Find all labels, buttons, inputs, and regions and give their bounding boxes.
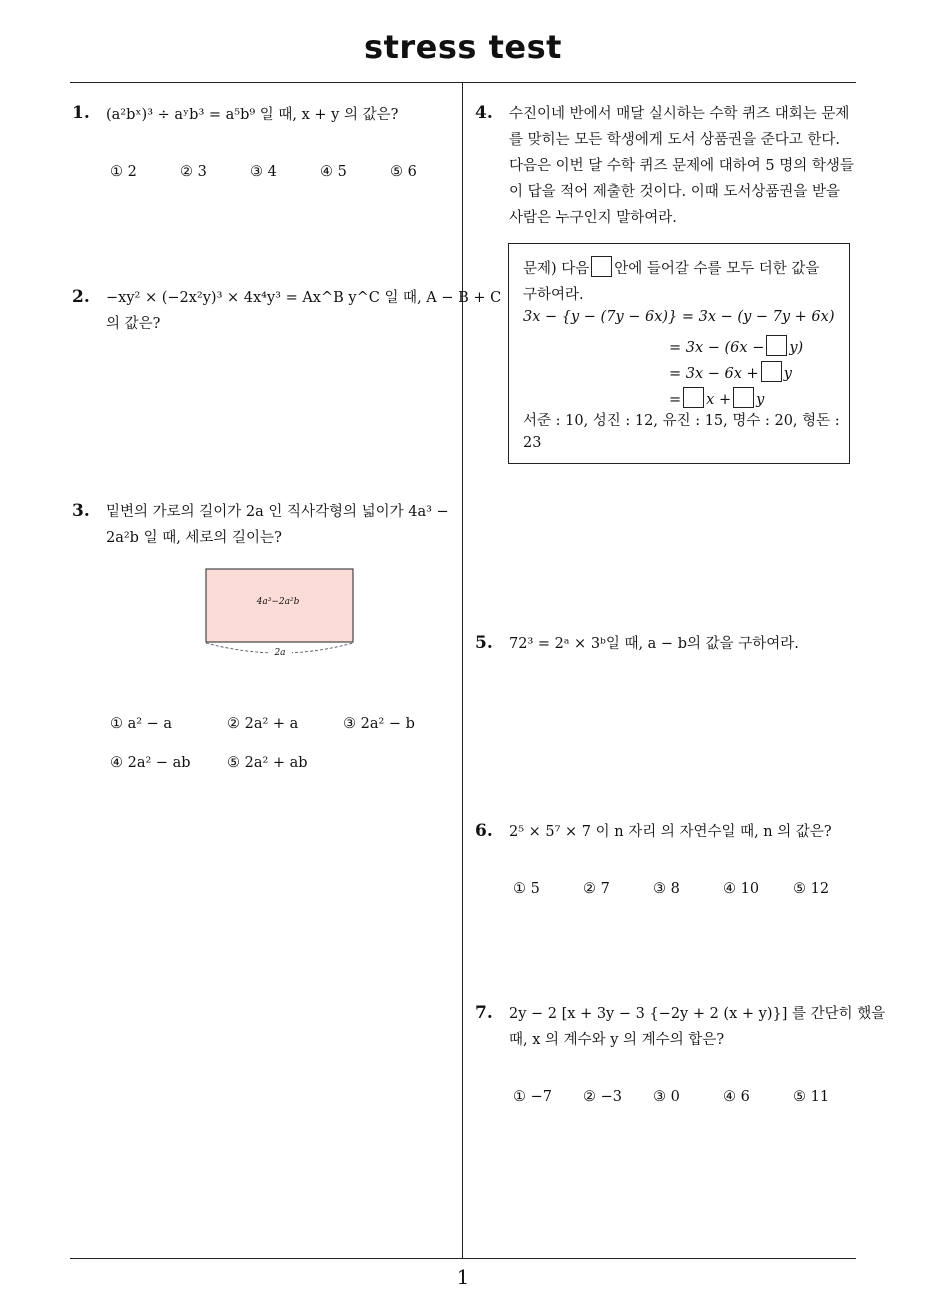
question-text: 2⁵ × 5⁷ × 7 이 n 자리 의 자연수일 때, n 의 값은? xyxy=(509,824,832,840)
eq4-mid: x + xyxy=(706,392,732,408)
box-line-2: 구하여라. xyxy=(523,287,584,303)
choice-1[interactable]: ① 2 xyxy=(110,164,137,180)
choice-5[interactable]: ⑤ 6 xyxy=(390,164,417,180)
box-line-1 xyxy=(523,256,819,278)
question-number: 2. xyxy=(72,287,90,307)
question-line-5: 사람은 누구인지 말하여라. xyxy=(509,210,677,226)
area-label: 4a³−2a²b xyxy=(256,597,300,607)
footer-rule xyxy=(70,1258,856,1259)
equation-line-1: 3x − {y − (7y − 6x)} = 3x − (y − 7y + 6x) xyxy=(523,309,835,325)
base-label: 2a xyxy=(268,648,292,658)
choice-5[interactable]: ⑤ 11 xyxy=(793,1089,830,1105)
column-divider xyxy=(462,83,463,1259)
blank-box xyxy=(591,256,612,277)
question-line-4: 이 답을 적어 제출한 것이다. 이때 도서상품권을 받을 xyxy=(509,184,841,200)
choice-1[interactable]: ① −7 xyxy=(513,1089,552,1105)
question-number: 6. xyxy=(475,821,493,841)
choice-3[interactable]: ③ 8 xyxy=(653,881,680,897)
blank-box xyxy=(733,387,754,408)
box-text-1a: 문제) 다음 xyxy=(523,261,590,277)
question-text-line1: 2y − 2 [x + 3y − 3 {−2y + 2 (x + y)}] 를 간단히 했을 xyxy=(509,1006,886,1022)
question-text: (a²bˣ)³ ÷ aʸb³ = a⁵b⁹ 일 때, x + y 의 값은? xyxy=(106,107,399,123)
eq4-left: = xyxy=(669,392,682,408)
eq2-left: = 3x − (6x − xyxy=(669,340,765,356)
question-text-line2: 의 값은? xyxy=(106,316,161,332)
question-number: 1. xyxy=(72,103,90,123)
choice-1[interactable]: ① 5 xyxy=(513,881,540,897)
question-number: 7. xyxy=(475,1003,493,1023)
rectangle-figure xyxy=(200,565,360,660)
answers-line-1: 서준 : 10, 성진 : 12, 유진 : 15, 명수 : 20, 형돈 : xyxy=(523,413,840,429)
choice-4[interactable]: ④ 2a² − ab xyxy=(110,755,191,771)
choice-2[interactable]: ② −3 xyxy=(583,1089,622,1105)
question-text-line2: 2a²b 일 때, 세로의 길이는? xyxy=(106,530,282,546)
question-text-line2: 때, x 의 계수와 y 의 계수의 합은? xyxy=(509,1032,725,1048)
question-number: 5. xyxy=(475,633,493,653)
choice-2[interactable]: ② 2a² + a xyxy=(227,716,299,732)
page-number: 1 xyxy=(456,1265,470,1289)
question-text: 72³ = 2ᵃ × 3ᵇ일 때, a − b의 값을 구하여라. xyxy=(509,636,799,652)
question-number: 4. xyxy=(475,103,493,123)
choice-3[interactable]: ③ 0 xyxy=(653,1089,680,1105)
question-text-line1: 밑변의 가로의 길이가 2a 인 직사각형의 넓이가 4a³ − xyxy=(106,504,449,520)
choice-4[interactable]: ④ 5 xyxy=(320,164,347,180)
equation-line-4 xyxy=(669,387,764,408)
eq3-left: = 3x − 6x + xyxy=(669,366,759,382)
eq3-right: y xyxy=(783,366,792,382)
choice-2[interactable]: ② 7 xyxy=(583,881,610,897)
blank-box xyxy=(683,387,704,408)
question-line-3: 다음은 이번 달 수학 퀴즈 문제에 대하여 5 명의 학생들 xyxy=(509,158,854,174)
question-line-1: 수진이네 반에서 매달 실시하는 수학 퀴즈 대회는 문제 xyxy=(509,106,850,122)
rectangle-svg xyxy=(200,565,360,660)
blank-box xyxy=(761,361,782,382)
question-line-2: 를 맞히는 모든 학생에게 도서 상품권을 준다고 한다. xyxy=(509,132,841,148)
choice-3[interactable]: ③ 4 xyxy=(250,164,277,180)
header-rule xyxy=(70,82,856,83)
page-title: stress test xyxy=(364,28,562,66)
equation-line-3 xyxy=(669,361,792,382)
box-text-1b: 안에 들어갈 수를 모두 더한 값을 xyxy=(614,261,820,277)
question-text-line1: −xy² × (−2x²y)³ × 4x⁴y³ = Ax^B y^C 일 때, A − B + C xyxy=(106,290,502,306)
equation-line-2 xyxy=(669,335,803,356)
choice-2[interactable]: ② 3 xyxy=(180,164,207,180)
choice-5[interactable]: ⑤ 2a² + ab xyxy=(227,755,308,771)
answers-line-2: 23 xyxy=(523,435,542,451)
choice-3[interactable]: ③ 2a² − b xyxy=(343,716,415,732)
choice-4[interactable]: ④ 6 xyxy=(723,1089,750,1105)
choice-4[interactable]: ④ 10 xyxy=(723,881,760,897)
blank-box xyxy=(766,335,787,356)
eq2-right: y) xyxy=(789,340,804,356)
eq4-right: y xyxy=(756,392,765,408)
problem-box xyxy=(508,243,850,464)
question-number: 3. xyxy=(72,501,90,521)
choice-5[interactable]: ⑤ 12 xyxy=(793,881,830,897)
choice-1[interactable]: ① a² − a xyxy=(110,716,173,732)
